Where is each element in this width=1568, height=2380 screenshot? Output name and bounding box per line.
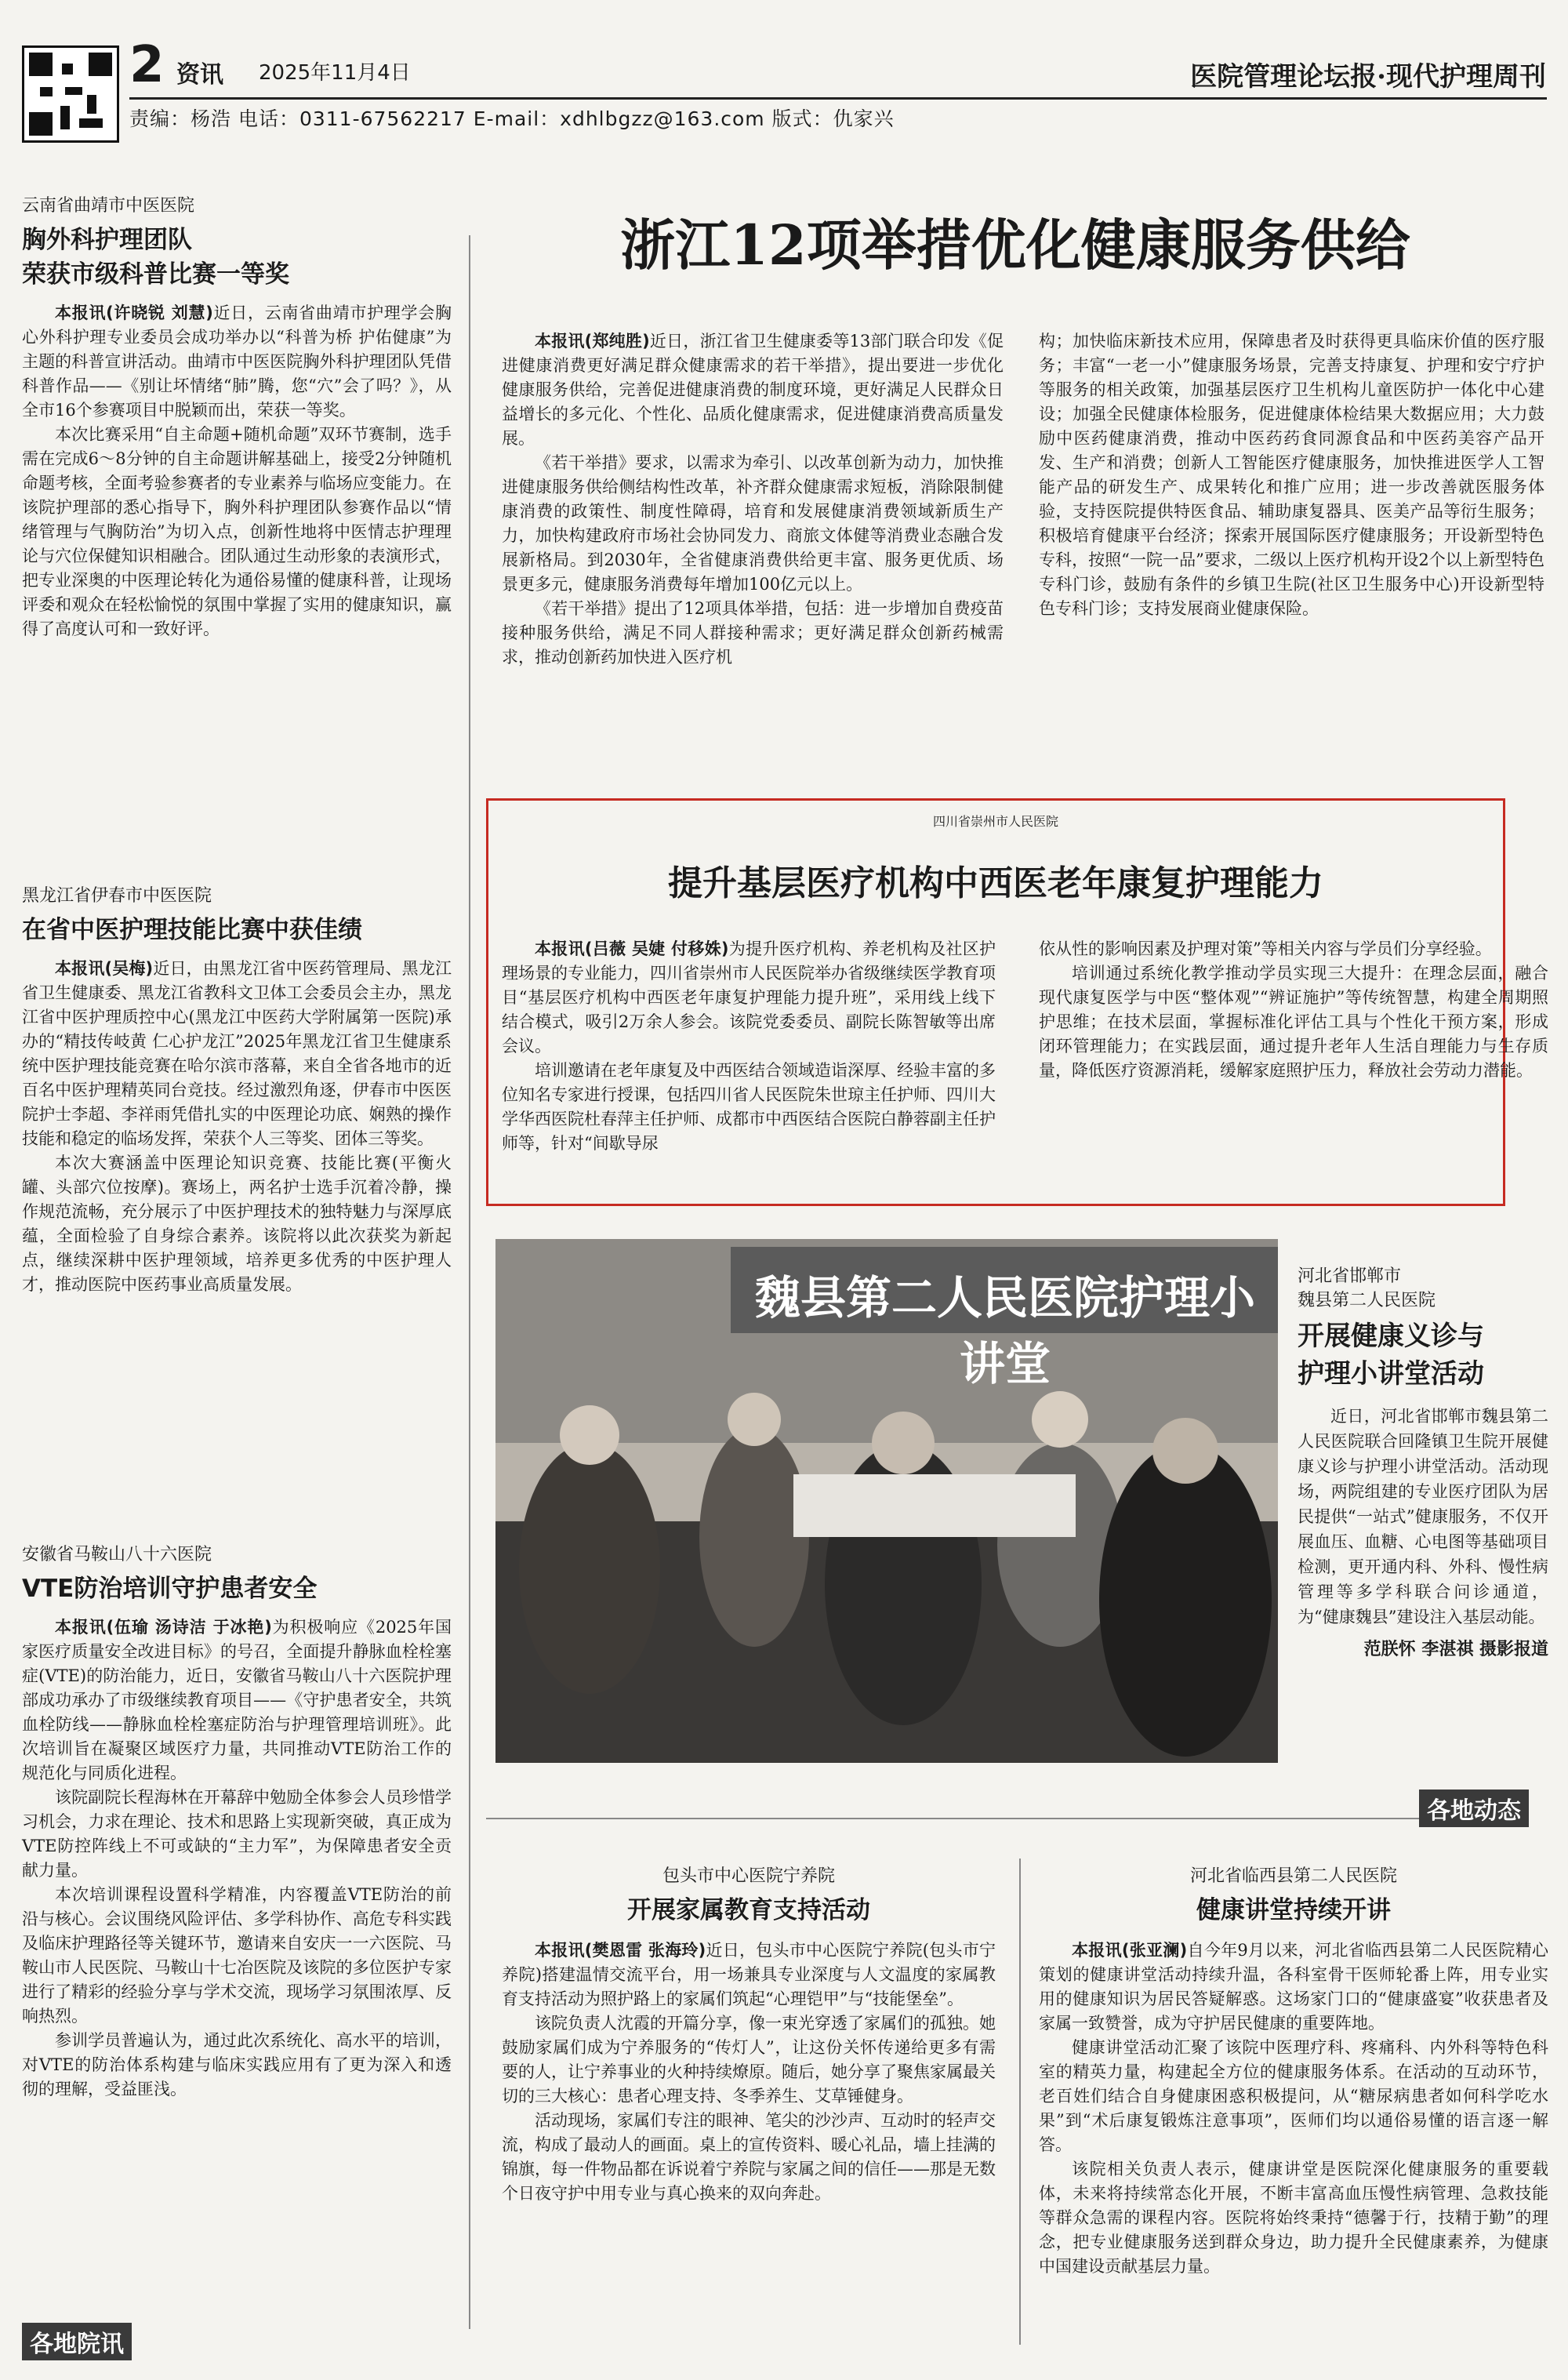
paragraph: 本报讯(吕薇 吴婕 付移姝)为提升医疗机构、养老机构及社区护理场景的专业能力，四川省崇州市人民医院举办省级继续医学教育项目“基层医疗机构中西医老年康复护理能力提升班”，采用线上线下结合模式，吸引2万余人参会。该院党委委员、副院长陈智敏等出席会议。 <box>502 939 996 1056</box>
paragraph: 《若干举措》提出了12项具体举措，包括：进一步增加自费疫苗接种服务供给，满足不同人群接种需求；更好满足群众创新药械需求，推动创新药加快进入医疗机 <box>502 599 1004 667</box>
byline: 本报讯(伍瑜 汤诗洁 于冰艳) <box>55 1618 272 1637</box>
article-title: 护理小讲堂活动 <box>1298 1358 1484 1390</box>
photo-credit: 范朕怀 李湛祺 摄影报道 <box>1363 1640 1548 1659</box>
paragraph: 本报讯(许晓锐 刘慧)近日，云南省曲靖市护理学会胸心外科护理专业委员会成功举办以“科普为桥 护佑健康”为主题的科普宣讲活动。曲靖市中医医院胸外科护理团队凭借科普作品——《别让坏情绪“肺”腾，您“穴”会了吗？》，从全市16个参赛项目中脱颖而出，荣获一等奖。 <box>22 303 452 420</box>
article-title: 健康讲堂持续开讲 <box>1196 1896 1391 1924</box>
issue-date: 2025年11月4日 <box>259 61 411 85</box>
article-title: 荣获市级科普比赛一等奖 <box>22 260 289 289</box>
paragraph: 构；加快临床新技术应用，保障患者及时获得更具临床价值的医疗服务；丰富“一老一小”健康服务场景，完善支持康复、护理和安宁疗护等服务的相关政策，加强基层医疗卫生机构儿童医防护一体化中心建设；加强全民健康体检服务，促进健康体检结果大数据应用；大力鼓励中医药健康消费，推动中医药药食同源食品和中医药美容产品开发、生产和消费；创新人工智能医疗健康服务，加快推进医学人工智能产品的研发生产、成果转化和推广应用；进一步改善就医服务体验，支持医院提供特医食品、辅助康复器具、医美产品等衍生服务；积极培育健康平台经济；探索开展国际医疗健康服务；开设新型特色专科，按照“一院一品”要求，二级以上医疗机构开设2个以上新型特色专科门诊，鼓励有条件的乡镇卫生院(社区卫生服务中心)开设新型特色专科门诊；支持发展商业健康保险。 <box>1039 332 1544 618</box>
qr-code <box>22 45 119 143</box>
paragraph: 本报讯(樊恩雷 张海玲)近日，包头市中心医院宁养院(包头市宁养院)搭建温情交流平台，用一场兼具专业深度与人文温度的家属教育支持活动为照护路上的家属们筑起“心理铠甲”与“技能堡垒”。 <box>502 1941 996 2008</box>
feature-title: 提升基层医疗机构中西医老年康复护理能力 <box>668 863 1323 903</box>
article-linxi <box>1039 1862 1548 2279</box>
paragraph: 本次比赛采用“自主命题+随机命题”双环节赛制，选手需在完成6～8分钟的自主命题讲解基础上，接受2分钟随机命题考核，全面考验参赛者的专业素养与临场应变能力。在该院护理部的悉心指导下，胸外科护理团队参赛作品以“情绪管理与气胸防治”为切入点，创新性地将中医情志护理理论与穴位保健知识相融合。团队通过生动形象的表演形式，把专业深奥的中医理论转化为通俗易懂的健康科普，让现场评委和观众在轻松愉悦的氛围中掌握了实用的健康知识，赢得了高度认可和一致好评。 <box>22 425 452 638</box>
photo-story <box>1298 1263 1548 1660</box>
article-org: 云南省曲靖市中医医院 <box>22 196 195 216</box>
paragraph: 培训通过系统化教学推动学员实现三大提升：在理念层面，融合现代康复医学与中医“整体观”“辨证施护”等传统智慧，构建全周期照护思维；在技术层面，掌握标准化评估工具与个性化干预方案，形成闭环管理能力；在实践层面，通过提升老年人生活自理能力与生存质量，降低医疗资源消耗，缓解家庭照护压力，释放社会劳动力潜能。 <box>1039 964 1548 1080</box>
paragraph: 该院负责人沈霞的开篇分享，像一束光穿透了家属们的孤独。她鼓励家属们成为宁养服务的“传灯人”，让这份关怀传递给更多有需要的人，让宁养事业的火种持续燎原。随后，她分享了聚焦家属最关切的三大核心：患者心理支持、冬季养生、艾草锤健身。 <box>502 2014 996 2106</box>
byline: 本报讯(许晓锐 刘慧) <box>55 303 213 322</box>
section-label: 资讯 <box>176 61 223 89</box>
main-headline: 浙江12项举措优化健康服务供给 <box>620 213 1410 278</box>
paragraph: 依从性的影响因素及护理对策”等相关内容与学员们分享经验。 <box>1039 939 1492 958</box>
section-rule <box>486 1818 1419 1819</box>
byline: 本报讯(张亚澜) <box>1072 1941 1188 1960</box>
byline: 本报讯(吕薇 吴婕 付移姝) <box>535 939 729 958</box>
paragraph: 本报讯(张亚澜)自今年9月以来，河北省临西县第二人民医院精心策划的健康讲堂活动持续升温，各科室骨干医师轮番上阵，用专业实用的健康知识为居民答疑解惑。这场家门口的“健康盛宴”收获患者及家属一致赞誉，成为守护居民健康的重要阵地。 <box>1039 1941 1548 2033</box>
article-baotou <box>502 1862 996 2206</box>
page-number: 2 <box>129 36 165 94</box>
paragraph: 健康讲堂活动汇聚了该院中医理疗科、疼痛科、内外科等特色科室的精英力量，构建起全方位的健康服务体系。在活动的互动环节，老百姓们结合自身健康困惑积极提问，从“糖尿病患者如何科学吃水果”到“术后康复锻炼注意事项”，医师们均以通俗易懂的语言逐一解答。 <box>1039 2038 1548 2154</box>
paragraph: 该院副院长程海林在开幕辞中勉励全体参会人员珍惜学习机会，力求在理论、技术和思路上实现新突破，真正成为VTE防控阵线上不可或缺的“主力军”，为保障患者安全贡献力量。 <box>22 1788 452 1880</box>
article-title: VTE防治培训守护患者安全 <box>22 1575 318 1603</box>
article-maanshan <box>22 1541 452 2102</box>
paragraph: 本报讯(伍瑜 汤诗洁 于冰艳)为积极响应《2025年国家医疗质量安全改进目标》的号召，全面提升静脉血栓栓塞症(VTE)的防治能力，近日，安徽省马鞍山八十六医院护理部成功承办了市级继续教育项目——《守护患者安全，共筑血栓防线——静脉血栓栓塞症防治与护理管理培训班》。此次培训旨在凝聚区域医疗力量，共同推动VTE防治工作的规范化与同质化进程。 <box>22 1618 452 1782</box>
photo-caption: 近日，河北省邯郸市魏县第二人民医院联合回隆镇卫生院开展健康义诊与护理小讲堂活动。活动现场，两院组建的专业医疗团队为居民提供“一站式”健康服务，不仅开展血压、血糖、心电图等基础项目检测，更开通内科、外科、慢性病管理等多学科联合问诊通道，为“健康魏县”建设注入基层动能。 <box>1298 1407 1548 1626</box>
article-qujing <box>22 192 452 641</box>
article-org: 河北省邯郸市 <box>1298 1266 1402 1286</box>
article-title: 开展家属教育支持活动 <box>627 1896 870 1924</box>
byline: 本报讯(樊恩雷 张海玲) <box>535 1941 706 1960</box>
article-org: 黑龙江省伊春市中医医院 <box>22 886 212 906</box>
paragraph: 参训学员普遍认为，通过此次系统化、高水平的培训，对VTE的防治体系构建与临床实践应用有了更为深入和透彻的理解，受益匪浅。 <box>22 2031 452 2098</box>
paragraph: 活动现场，家属们专注的眼神、笔尖的沙沙声、互动时的轻声交流，构成了最动人的画面。桌上的宣传资料、暖心礼品，墙上挂满的锦旗，每一件物品都在诉说着宁养院与家属之间的信任——那是无数个日夜守护中用专业与真心换来的双向奔赴。 <box>502 2111 996 2203</box>
column-divider <box>469 235 470 2329</box>
editor-line: 责编：杨浩 电话：0311-67562217 E-mail：xdhlbgzz@163.com 版式：仇家兴 <box>129 107 895 130</box>
article-title: 在省中医护理技能比赛中获佳绩 <box>22 916 362 944</box>
header-rule <box>129 97 1547 100</box>
article-title: 胸外科护理团队 <box>22 226 192 254</box>
paragraph: 培训邀请在老年康复及中西医结合领域造诣深厚、经验丰富的多位知名专家进行授课，包括四川省人民医院朱世琼主任护师、四川大学华西医院杜春萍主任护师、成都市中西医结合医院白静蓉副主任护师等，针对“间歇导尿 <box>502 1061 996 1153</box>
article-title: 开展健康义诊与 <box>1298 1321 1484 1352</box>
photo-banner: 魏县第二人民医院护理小讲堂 <box>754 1271 1255 1390</box>
article-yichun <box>22 882 452 1297</box>
paragraph: 本次培训课程设置科学精准，内容覆盖VTE防治的前沿与核心。会议围绕风险评估、多学科协作、高危专科实践及临床护理路径等关键环节，邀请来自安庆一一六医院、马鞍山市人民医院、马鞍山十七冶医院及该院的多位医护专家进行了精彩的经验分享与学术交流，现场学习氛围浓厚、反响热烈。 <box>22 1885 452 2026</box>
section-tag: 各地动态 <box>1419 1790 1529 1827</box>
paragraph: 本报讯(郑纯胜)近日，浙江省卫生健康委等13部门联合印发《促进健康消费更好满足群众健康需求的若干举措》，提出要进一步优化健康服务供给，完善促进健康消费的制度环境，更好满足人民群众日益增长的多元化、个性化、品质化健康需求，促进健康消费高质量发展。 <box>502 332 1004 448</box>
paragraph: 本报讯(吴梅)近日，由黑龙江省中医药管理局、黑龙江省卫生健康委、黑龙江省教科文卫体工会委员会主办，黑龙江省中医护理质控中心(黑龙江中医药大学附属第一医院)承办的“精技传岐黄 仁心护龙江”2025年黑龙江省卫生健康系统中医护理技能竞赛在哈尔滨市落幕，来自全省各地市的近百名中医护理精英同台竞技。经过激烈角逐，伊春市中医医院护士李超、李祥雨凭借扎实的中医理论功底、娴熟的操作技能和稳定的临场发挥，荣获个人三等奖、团体三等奖。 <box>22 959 452 1148</box>
paragraph: 《若干举措》要求，以需求为牵引、以改革创新为动力，加快推进健康服务供给侧结构性改革，补齐群众健康需求短板，消除限制健康消费的政策性、制度性障碍，培育和发展健康消费领域新质生产力，加快构建政府市场社会协同发力、商旅文体健等消费业态融合发展新格局。到2030年，全省健康消费供给更丰富、服务更优质、场景更多元，健康服务消费每年增加100亿元以上。 <box>502 453 1004 594</box>
article-org: 魏县第二人民医院 <box>1298 1291 1436 1310</box>
paragraph: 该院相关负责人表示，健康讲堂是医院深化健康服务的重要载体，未来将持续常态化开展，不断丰富高血压慢性病管理、急救技能等群众急需的课程内容。医院将始终秉持“德馨于行，技精于勤”的理念，把专业健康服务送到群众身边，助力提升全民健康素养，为健康中国建设贡献基层力量。 <box>1039 2160 1548 2276</box>
feature-org: 四川省崇州市人民医院 <box>932 814 1058 829</box>
byline: 本报讯(郑纯胜) <box>535 332 650 351</box>
section-tag: 各地院讯 <box>22 2323 132 2360</box>
byline: 本报讯(吴梅) <box>55 959 154 978</box>
paragraph: 本次大赛涵盖中医理论知识竞赛、技能比赛(平衡火罐、头部穴位按摩)。赛场上，两名护士选手沉着冷静，操作规范流畅，充分展示了中医护理技术的独特魅力与深厚底蕴，全面检验了自身综合素养。该院将以此次获奖为新起点，继续深耕中医护理领域，培养更多优秀的中医护理人才，推动医院中医药事业高质量发展。 <box>22 1154 452 1294</box>
masthead-brand: 医院管理论坛报·现代护理周刊 <box>1190 61 1546 93</box>
article-org: 包头市中心医院宁养院 <box>662 1866 835 1886</box>
event-photo <box>495 1239 1278 1763</box>
article-org: 河北省临西县第二人民医院 <box>1189 1866 1397 1886</box>
article-org: 安徽省马鞍山八十六医院 <box>22 1545 212 1564</box>
column-divider <box>1019 1859 1021 2345</box>
